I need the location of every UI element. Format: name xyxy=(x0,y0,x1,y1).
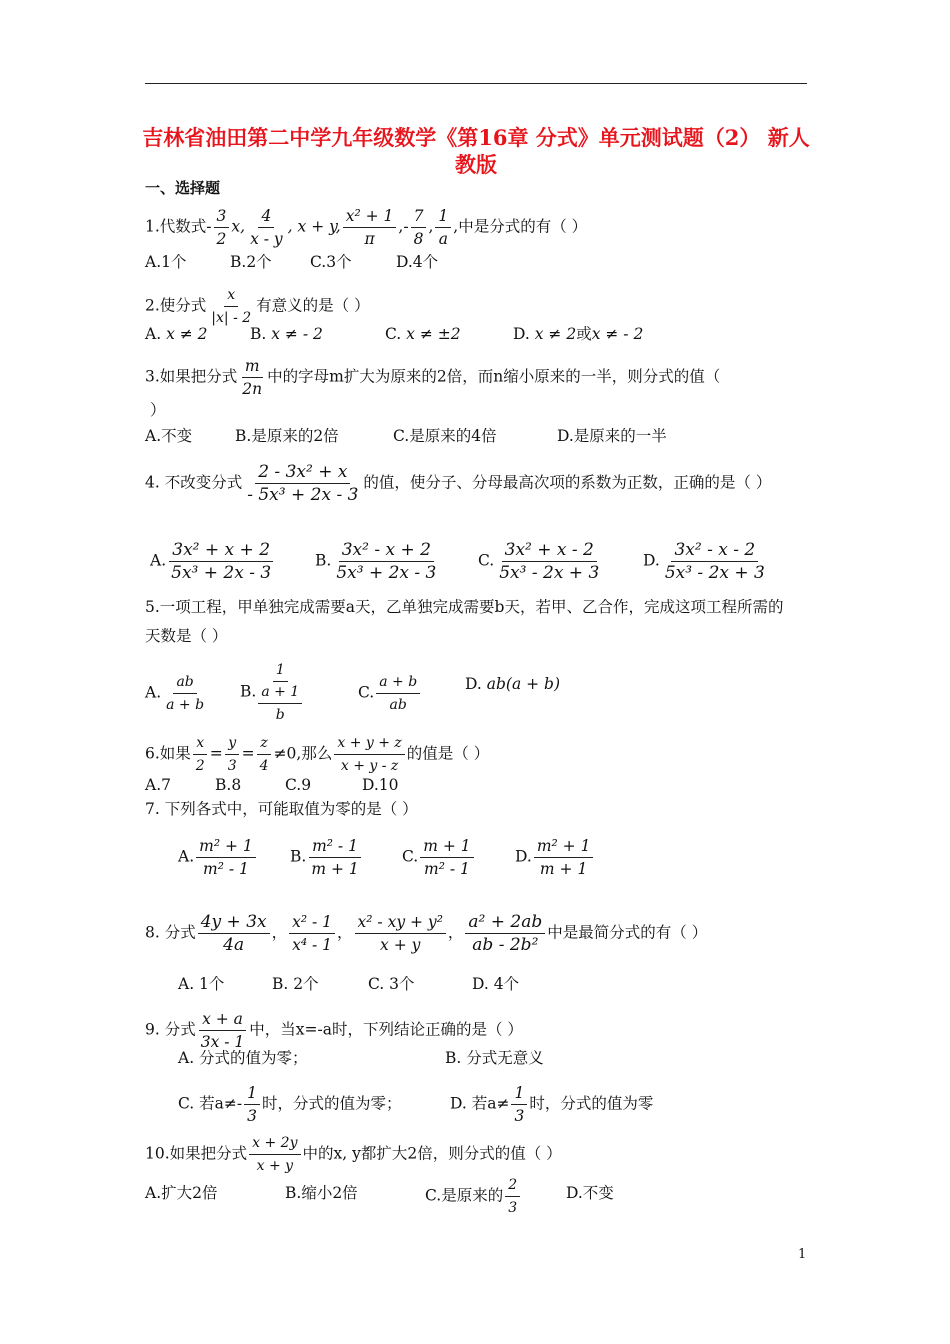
q8-option-c: C. 3个 xyxy=(368,975,415,993)
q4-option-d: D. $\frac{\text{3x² - x - 2}}{\text{5x³ - 2x + 3}}$ xyxy=(643,540,765,583)
q1-fraction-4: $\frac{7}{8}$ xyxy=(411,206,427,249)
q1-fraction-3: $\frac{\text{x² + 1}}{\pi}$ xyxy=(343,206,397,249)
q10-option-b: B.缩小2倍 xyxy=(285,1184,358,1202)
q2-suffix: 有意义的是（ ） xyxy=(256,296,370,315)
q7-option-a: A. $\frac{\text{m² + 1}}{\text{m² - 1}}$ xyxy=(178,836,258,879)
q1-fraction-1: $\frac{3}{2}$ xyxy=(214,206,230,249)
q4-option-a: A. $\frac{\text{3x² + x + 2}}{\text{5x³ + 2x - 3}}$ xyxy=(150,540,272,583)
q1-term-4: , xyxy=(428,217,434,236)
q6-option-b: B.8 xyxy=(215,776,242,794)
question-6: 6.如果 $\frac{x}{2}$ = $\frac{y}{3}$ = $\frac{z}{4}$ ≠0,那么 $\frac{x + y + z}{x + y - z}$ 的值是（ ） xyxy=(145,735,490,774)
q4-option-c: C. $\frac{\text{3x² + x - 2}}{\text{5x³ - 2x + 3}}$ xyxy=(478,540,600,583)
q7-option-c: C. $\frac{m + 1}{\text{m² - 1}}$ xyxy=(402,836,476,879)
q1-fraction-2: $\frac{4}{x - y}$ xyxy=(250,207,283,248)
q4-fraction: $\frac{\text{2 - 3x² + x}}{\text{- 5x³ + 2x - 3}}$ xyxy=(247,462,359,505)
question-5-line-1: 5.一项工程，甲单独完成需要a天，乙单独完成需要b天，若甲、乙合作，完成这项工程所需的 xyxy=(145,598,784,616)
q1-option-b: B.2个 xyxy=(230,253,272,271)
q2-option-c: C. x ≠ ±2 xyxy=(385,325,461,343)
q5-option-d: D. ab(a + b) xyxy=(465,675,561,693)
q9-option-a: A. 分式的值为零； xyxy=(178,1049,308,1067)
q10-option-c: C.是原来的 $\frac{2}{3}$ xyxy=(425,1175,522,1218)
q6-option-a: A.7 xyxy=(145,776,171,794)
question-3 xyxy=(145,356,720,399)
question-5-line-2: 天数是（ ） xyxy=(145,627,228,645)
q7-option-b: B. $\frac{\text{m² - 1}}{m + 1}$ xyxy=(290,836,364,879)
q2-option-d: D. x ≠ 2或x ≠ - 2 xyxy=(513,325,644,343)
question-1 xyxy=(145,206,587,249)
q10-option-a: A.扩大2倍 xyxy=(145,1184,218,1202)
page-number: 1 xyxy=(798,1247,807,1262)
header-rule xyxy=(145,83,807,84)
q5-option-b: B. 1 a + 1 b xyxy=(240,660,304,725)
q1-term-2: , x + y, xyxy=(287,217,341,236)
q5-option-c: C. $\frac{a + b}{ab}$ xyxy=(358,672,422,715)
q1-fraction-5: $\frac{1}{a}$ xyxy=(435,206,451,249)
q2-fraction: $\frac{x}{|x| - 2}$ xyxy=(211,287,252,326)
q1-term-1: x, xyxy=(231,217,246,236)
q3-option-a: A.不变 xyxy=(145,427,193,445)
q3-suffix: 中的字母m扩大为原来的2倍，而n缩小原来的一半，则分式的值（ xyxy=(267,367,721,386)
q2-prefix: 2.使分式 xyxy=(145,296,207,315)
question-10: 10.如果把分式 $\frac{x + 2y}{x + y}$ 中的x, y都扩大2倍，则分式的值（ ） xyxy=(145,1135,562,1174)
q8-option-d: D. 4个 xyxy=(472,975,520,993)
q8-option-a: A. 1个 xyxy=(178,975,225,993)
q7-option-d: D. $\frac{\text{m² + 1}}{m + 1}$ xyxy=(515,836,595,879)
question-9: 9. 分式 $\frac{x + a}{3x - 1}$ 中，当x=-a时，下列结论正确的是（ ） xyxy=(145,1010,523,1051)
question-2 xyxy=(145,285,370,328)
q1-term-3: ,- xyxy=(398,217,409,236)
q9-option-c: C. 若a≠- $\frac{1}{3}$ 时，分式的值为零； xyxy=(178,1084,402,1125)
q3-fraction: $\frac{m}{2n}$ xyxy=(242,357,263,398)
section-heading: 一、选择题 xyxy=(145,179,221,197)
q8-option-b: B. 2个 xyxy=(272,975,319,993)
q9-option-b: B. 分式无意义 xyxy=(445,1049,544,1067)
q4-prefix: 4. 不改变分式 xyxy=(145,473,243,492)
document-title: 吉林省油田第二中学九年级数学《第16章 分式》单元测试题（2） 新人教版 xyxy=(142,125,810,177)
q4-option-b: B. $\frac{\text{3x² - x + 2}}{\text{5x³ + 2x - 3}}$ xyxy=(315,540,437,583)
q1-option-c: C.3个 xyxy=(310,253,352,271)
question-7: 7. 下列各式中，可能取值为零的是（ ） xyxy=(145,800,418,818)
q6-option-d: D.10 xyxy=(362,776,399,794)
q3-option-d: D.是原来的一半 xyxy=(557,427,667,445)
q1-suffix: ,中是分式的有（ ） xyxy=(453,217,588,236)
q6-option-c: C.9 xyxy=(285,776,312,794)
q3-option-c: C.是原来的4倍 xyxy=(393,427,497,445)
q3-continuation: ） xyxy=(150,401,166,419)
q9-option-d: D. 若a≠ $\frac{1}{3}$ 时，分式的值为零 xyxy=(450,1084,654,1125)
q1-option-a: A.1个 xyxy=(145,253,187,271)
q3-option-b: B.是原来的2倍 xyxy=(235,427,339,445)
q3-prefix: 3.如果把分式 xyxy=(145,367,238,386)
q2-option-a: A. x ≠ 2 xyxy=(145,325,208,343)
q4-suffix: 的值，使分子、分母最高次项的系数为正数，正确的是（ ） xyxy=(363,473,772,492)
question-8: 8. 分式 $\frac{4y + 3x}{4a}$ ， $\frac{\text{x² - 1}}{\text{x⁴ - 1}}$ ， $\frac{\text{x² - xy + y²}}{x + y}$ ， $\frac{\text{a² + 2ab}}{\text{ab - 2b²}}$ 中是最简分式的有（ ） xyxy=(145,912,708,955)
q2-option-b: B. x ≠ - 2 xyxy=(250,325,323,343)
q5-option-a: A. $\frac{ab}{a + b}$ xyxy=(145,674,205,713)
question-4 xyxy=(145,462,771,505)
q1-option-d: D.4个 xyxy=(396,253,439,271)
q10-option-d: D.不变 xyxy=(566,1184,614,1202)
q1-prefix: 1.代数式- xyxy=(145,217,212,236)
